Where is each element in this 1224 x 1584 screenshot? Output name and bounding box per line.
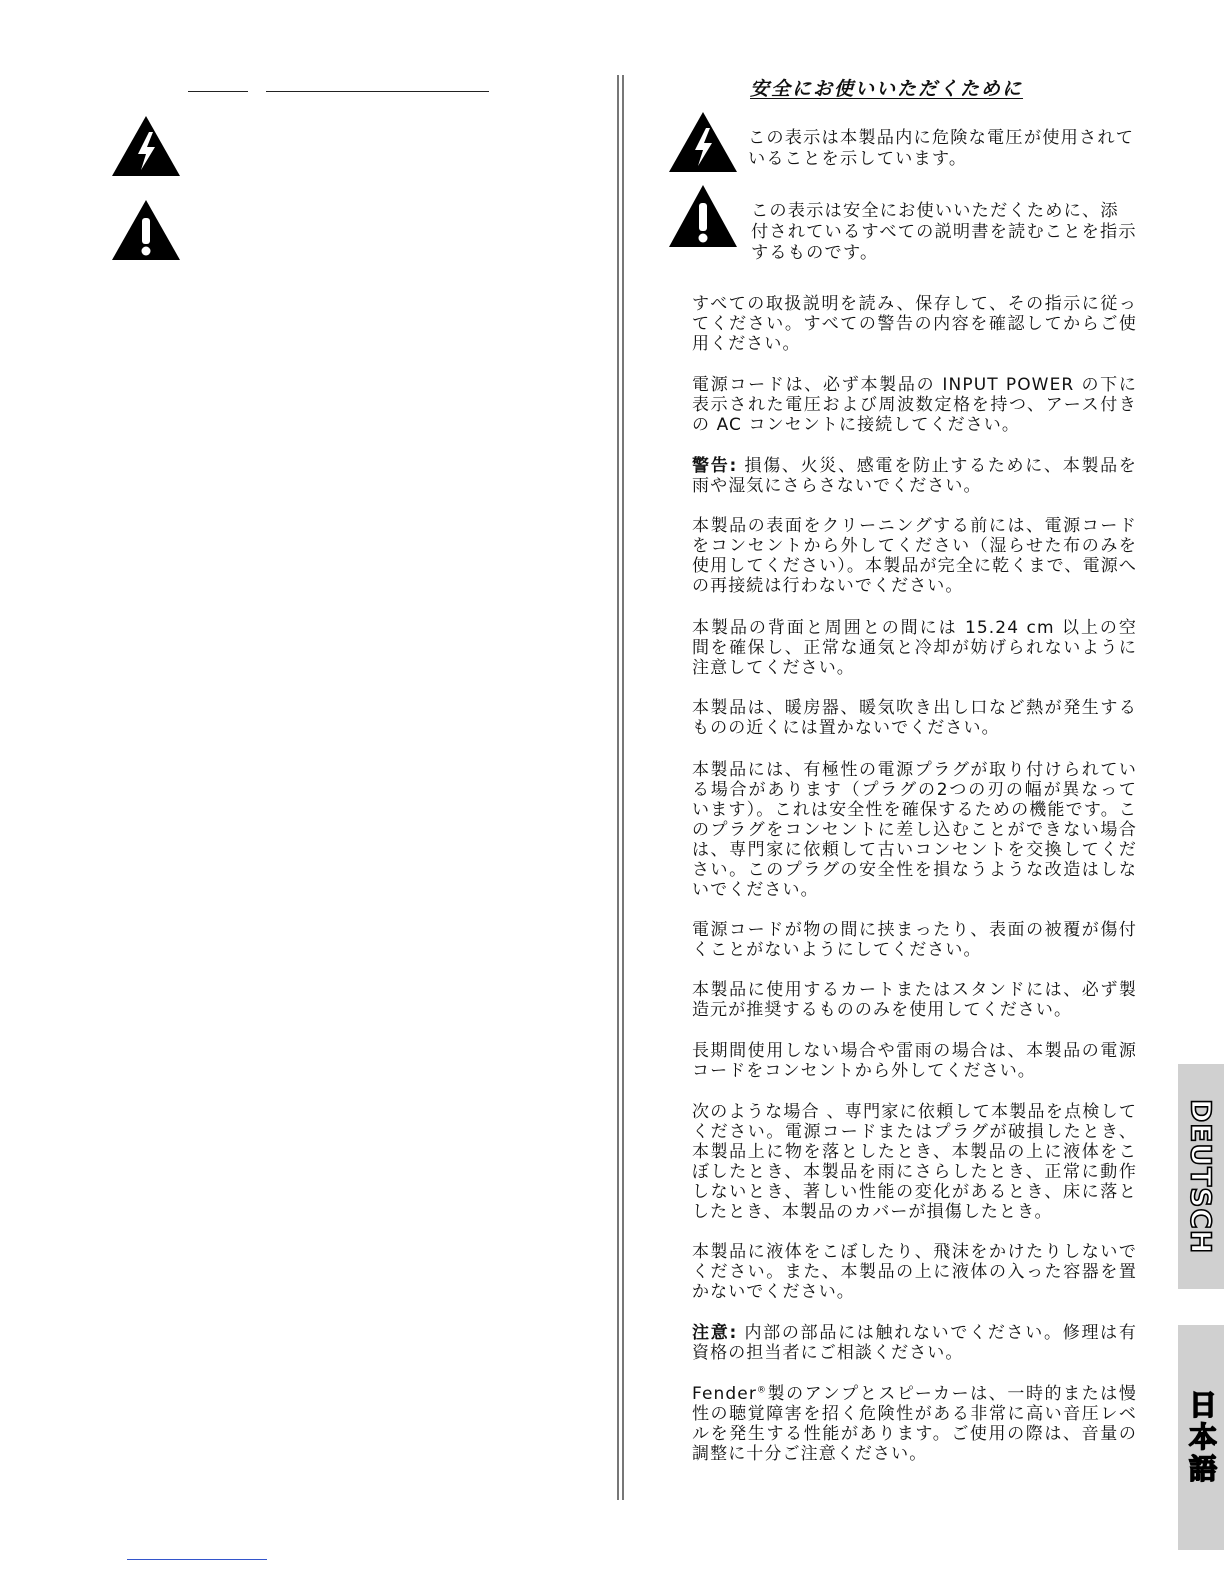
registered-mark: ® <box>756 1385 768 1396</box>
paragraph: 本製品の背面と周囲との間には 15.24 cm 以上の空間を確保し、正常な通気と冷却が妨げられないように注意してください。 <box>692 618 1137 678</box>
paragraph: 次のような場合 、専門家に依頼して本製品を点検してください。電源コードまたはプラグが破損したとき、本製品上に物を落としたとき、本製品の上に液体をこぼしたとき、本製品を雨にさらしたとき、正常に動作しないとき、著しい性能の変化があるとき、床に落としたとき、本製品のカバーが損傷したとき。 <box>692 1102 1137 1222</box>
lightning-warning-icon <box>110 114 182 178</box>
paragraph: 本製品に液体をこぼしたり、飛沫をかけたりしないでください。また、本製品の上に液体の入った容器を置かないでください。 <box>692 1242 1137 1302</box>
column-divider <box>617 75 624 1500</box>
lightning-warning-icon <box>667 110 739 174</box>
paragraph-warning: 警告: 損傷、火災、感電を防止するために、本製品を雨や湿気にさらさないでください。 <box>692 456 1137 496</box>
warning-text-voltage: この表示は本製品内に危険な電圧が使用されていることを示しています。 <box>748 128 1135 169</box>
brand-name: Fender <box>692 1384 757 1404</box>
warning-label: 警告: <box>692 456 738 476</box>
caution-label: 注意: <box>692 1323 738 1343</box>
paragraph: すべての取扱説明を読み、保存して、その指示に従ってください。すべての警告の内容を確認してからご使用ください。 <box>692 294 1137 354</box>
warning-text-instructions: この表示は安全にお使いいただくために、添付されているすべての説明書を読むことを指示するものです。 <box>751 201 1137 263</box>
left-title-underline-short <box>188 91 248 92</box>
exclamation-warning-icon <box>667 183 739 249</box>
paragraph-caution: 注意: 内部の部品には触れないでください。修理は有資格の担当者にご相談ください。 <box>692 1323 1137 1363</box>
paragraph: 本製品の表面をクリーニングする前には、電源コードをコンセントから外してください（湿らせた布のみを使用してください）。本製品が完全に乾くまで、電源への再接続は行わないでください。 <box>692 516 1137 596</box>
exclamation-warning-icon <box>110 198 182 262</box>
tab-deutsch-label: DEUTSCH <box>1184 1098 1218 1255</box>
tab-deutsch[interactable] <box>1178 1064 1224 1289</box>
paragraph-hearing: Fender®製のアンプとスピーカーは、一時的または慢性の聴覚障害を招く危険性がある非常に高い音圧レベルを発生する性能があります。ご使用の際は、音量の調整に十分ご注意ください。 <box>692 1384 1137 1464</box>
paragraph: 本製品に使用するカートまたはスタンドには、必ず製造元が推奨するもののみを使用してください。 <box>692 980 1137 1020</box>
paragraph: 本製品には、有極性の電源プラグが取り付けられている場合があります（プラグの2つの刃の幅が異なっています）。これは安全性を確保するための機能です。このプラグをコンセントに差し込むことができない場合は、専門家に依頼して古いコンセントを交換してください。このプラグの安全性を損なうような改造はしないでください。 <box>692 760 1137 900</box>
page-title: 安全にお使いいただくために <box>750 78 1024 100</box>
tab-japanese-label: 日本語 <box>1185 1389 1218 1486</box>
tab-japanese[interactable] <box>1178 1325 1224 1550</box>
paragraph: 電源コードが物の間に挟まったり、表面の被覆が傷付くことがないようにしてください。 <box>692 920 1137 960</box>
paragraph: 本製品は、暖房器、暖気吹き出し口など熱が発生するものの近くには置かないでください。 <box>692 698 1137 738</box>
paragraph: 電源コードは、必ず本製品の INPUT POWER の下に表示された電圧および周波数定格を持つ、アース付きの AC コンセントに接続してください。 <box>692 375 1137 435</box>
footer-rule <box>127 1559 267 1560</box>
left-title-underline-long <box>266 91 489 92</box>
paragraph: 長期間使用しない場合や雷雨の場合は、本製品の電源コードをコンセントから外してください。 <box>692 1041 1137 1081</box>
